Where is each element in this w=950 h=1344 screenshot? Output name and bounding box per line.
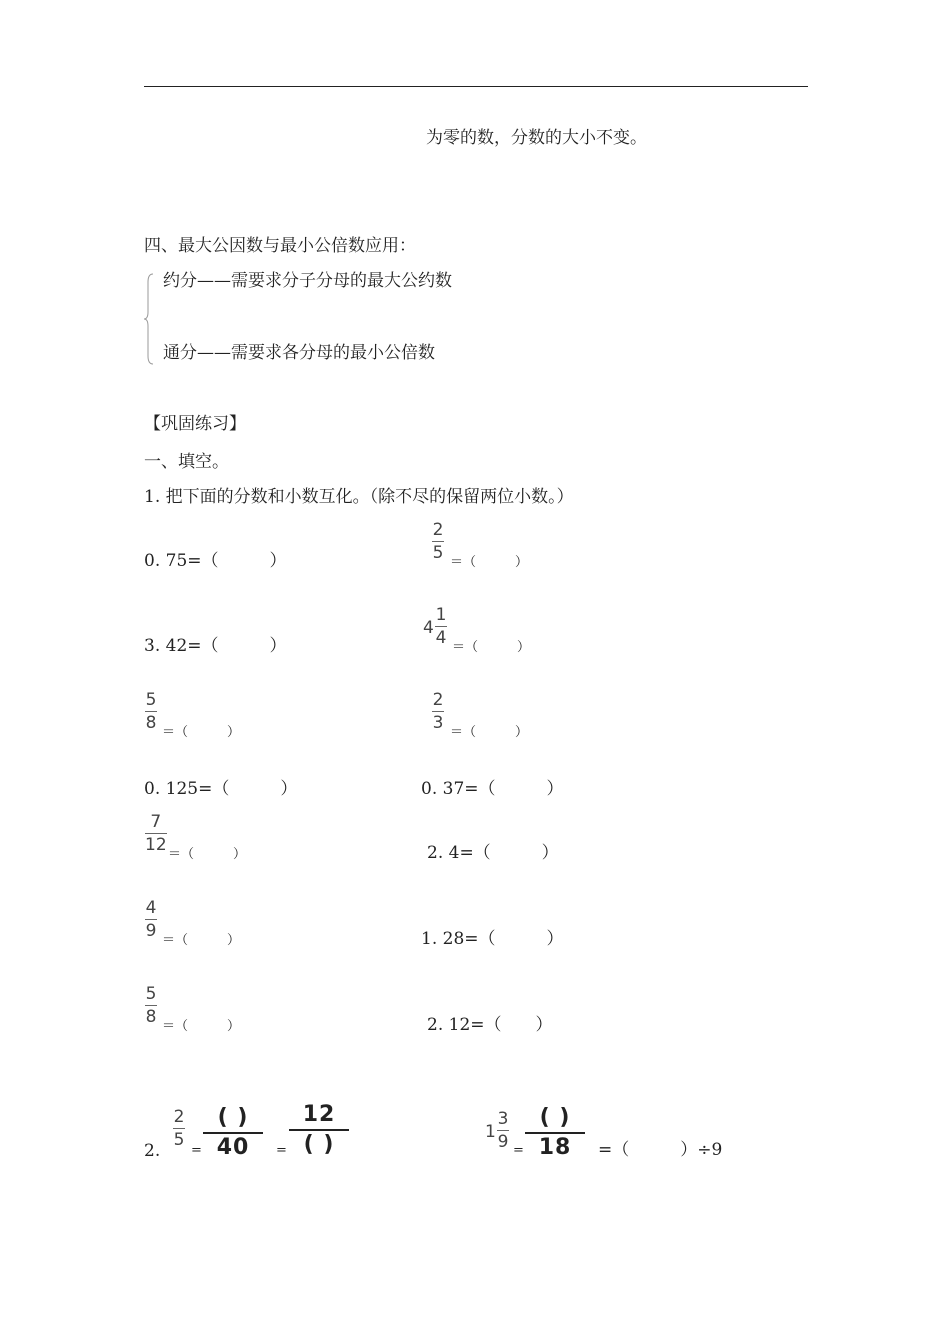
fraction-right-2: 1 4 xyxy=(435,605,447,648)
part1-title: 一、填空。 xyxy=(144,452,229,472)
item-left-4: 0. 125=（ ） xyxy=(144,779,298,799)
fraction-left-6: 4 9 xyxy=(145,898,157,941)
fraction-left-3: 5 8 xyxy=(145,690,157,733)
fraction-left-5: 7 12 xyxy=(145,812,167,855)
fraction-right-3: 2 3 xyxy=(432,690,444,733)
q2-equals-3: = xyxy=(513,1143,524,1158)
q2-tail: =（ ）÷9 xyxy=(598,1140,723,1160)
item-left-2: 3. 42=（ ） xyxy=(144,636,287,656)
q2-equals-1: = xyxy=(191,1143,202,1158)
left-brace-icon xyxy=(143,272,155,366)
item-right-6: 1. 28=（ ） xyxy=(421,929,564,949)
q2-equals-2: = xyxy=(276,1143,287,1158)
whole-right-2: 4 xyxy=(423,618,434,638)
section4-title: 四、最大公因数与最小公倍数应用： xyxy=(144,236,416,256)
q2-fraction-c: 12 ( ) xyxy=(289,1103,349,1157)
blank-left-6: ＝（ ） xyxy=(162,933,241,948)
practice-heading: 【巩固练习】 xyxy=(144,414,246,434)
item-left-1: 0. 75=（ ） xyxy=(144,551,287,571)
item-right-5: 2. 4=（ ） xyxy=(427,843,559,863)
q2-fraction-d: 3 9 xyxy=(497,1109,509,1152)
blank-right-1: ＝（ ） xyxy=(450,555,529,570)
q2-fraction-e: ( ) 18 xyxy=(525,1106,585,1160)
blank-left-5: ＝（ ） xyxy=(168,847,247,862)
q1-instruction: 1. 把下面的分数和小数互化。（除不尽的保留两位小数。） xyxy=(144,487,574,507)
section4-item-2: 通分——需要求各分母的最小公倍数 xyxy=(163,343,435,363)
blank-left-3: ＝（ ） xyxy=(162,725,241,740)
blank-right-2: ＝（ ） xyxy=(452,640,531,655)
fraction-right-1: 2 5 xyxy=(432,520,444,563)
blank-left-7: ＝（ ） xyxy=(162,1019,241,1034)
blank-right-3: ＝（ ） xyxy=(450,725,529,740)
q2-label: 2. xyxy=(144,1141,161,1161)
fraction-left-7: 5 8 xyxy=(145,984,157,1027)
header-rule xyxy=(144,86,808,87)
q2-fraction-a: 2 5 xyxy=(173,1107,185,1150)
q2-fraction-b: ( ) 40 xyxy=(203,1106,263,1160)
section4-item-1: 约分——需要求分子分母的最大公约数 xyxy=(163,271,452,291)
q2-whole-d: 1 xyxy=(485,1122,496,1142)
continued-text: 为零的数，分数的大小不变。 xyxy=(426,128,647,148)
item-right-7: 2. 12=（ ） xyxy=(427,1015,553,1035)
item-right-4: 0. 37=（ ） xyxy=(421,779,564,799)
